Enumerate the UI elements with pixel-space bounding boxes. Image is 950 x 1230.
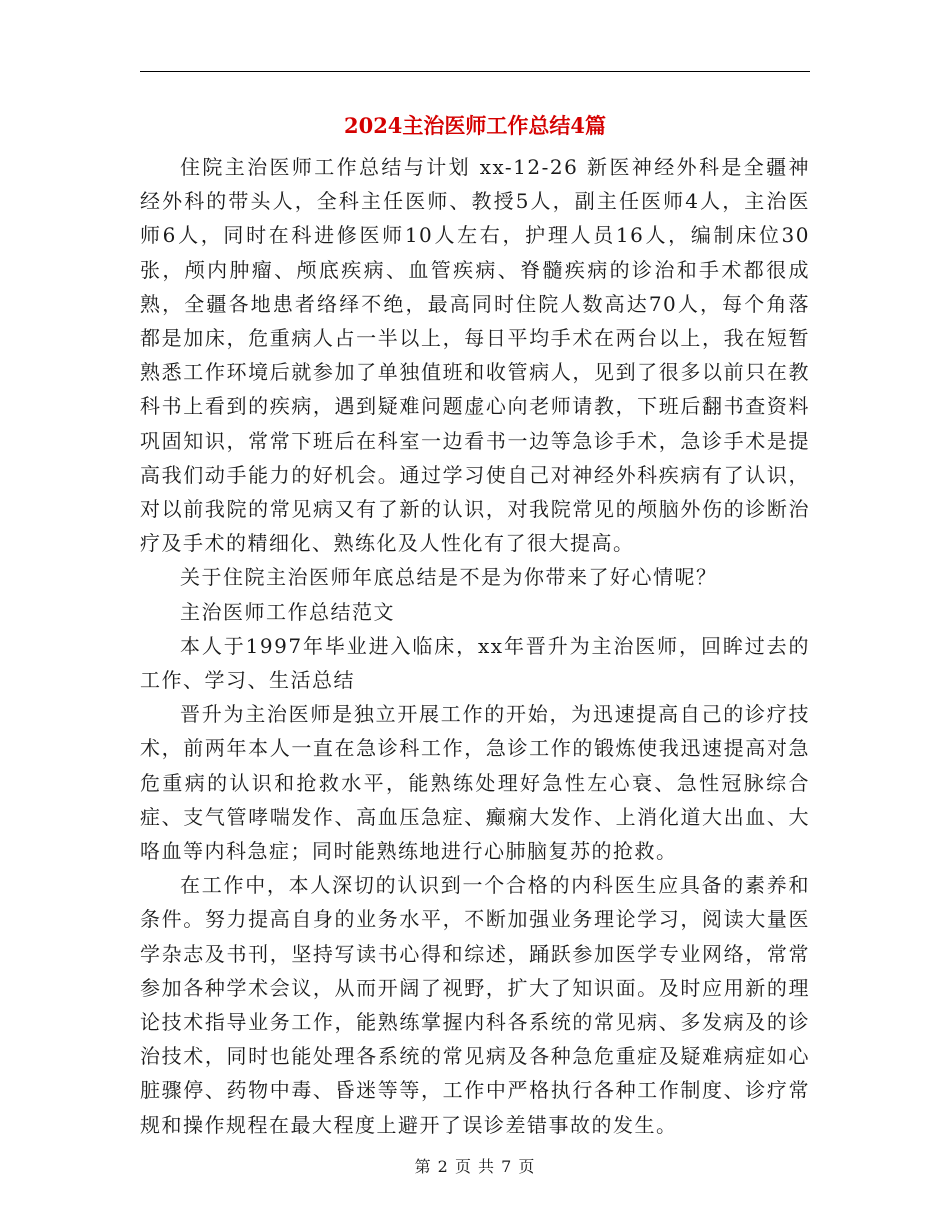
- body-paragraph-5: 晋升为主治医师是独立开展工作的开始，为迅速提高自己的诊疗技术，前两年本人一直在急诊科工作，急诊工作的锻炼使我迅速提高对急危重病的认识和抢救水平，能熟练处理好急性左心衰、急性冠脉综合症、支气管哮喘发作、高血压急症、癫痫大发作、上消化道大出血、大咯血等内科急症；同时能熟练地进行心肺脑复苏的抢救。: [140, 702, 810, 864]
- body-paragraph-3: 主治医师工作总结范文: [180, 599, 395, 624]
- body-paragraph-4: 本人于1997年毕业进入临床，xx年晋升为主治医师，回眸过去的工作、学习、生活总结: [140, 633, 810, 693]
- page-number-footer: 第 2 页 共 7 页: [414, 1157, 536, 1176]
- body-paragraph-6: 在工作中，本人深切的认识到一个合格的内科医生应具备的素养和条件。努力提高自身的业务水平，不断加强业务理论学习，阅读大量医学杂志及书刊，坚持写读书心得和综述，踊跃参加医学专业网络，常常参加各种学术会议，从而开阔了视野，扩大了知识面。及时应用新的理论技术指导业务工作，能熟练掌握内科各系统的常见病、多发病及的诊治技术，同时也能处理各系统的常见病及各种急危重症及疑难病症如心脏骤停、药物中毒、昏迷等等，工作中严格执行各种工作制度、诊疗常规和操作规程在最大程度上避开了误诊差错事故的发生。: [140, 873, 810, 1137]
- body-paragraph-1: 住院主治医师工作总结与计划 xx-12-26 新医神经外科是全疆神经外科的带头人，全科主任医师、教授5人，副主任医师4人，主治医师6人，同时在科进修医师10人左右，护理人员16人，编制床位30张，颅内肿瘤、颅底疾病、血管疾病、脊髓疾病的诊治和手术都很成熟，全疆各地患者络绎不绝，最高同时住院人数高达70人，每个角落都是加床，危重病人占一半以上，每日平均手术在两台以上，我在短暂熟悉工作环境后就参加了单独值班和收管病人，见到了很多以前只在教科书上看到的疾病，遇到疑难问题虚心向老师请教，下班后翻书查资料巩固知识，常常下班后在科室一边看书一边等急诊手术，急诊手术是提高我们动手能力的好机会。通过学习使自己对神经外科疾病有了认识，对以前我院的常见病又有了新的认识，对我院常见的颅脑外伤的诊断治疗及手术的精细化、熟练化及人性化有了很大提高。: [140, 155, 810, 556]
- header-rule: [140, 71, 810, 72]
- document-title: 2024主治医师工作总结4篇: [343, 113, 607, 138]
- document-body: [140, 150, 810, 1142]
- body-paragraph-2: 关于住院主治医师年底总结是不是为你带来了好心情呢？: [180, 565, 718, 590]
